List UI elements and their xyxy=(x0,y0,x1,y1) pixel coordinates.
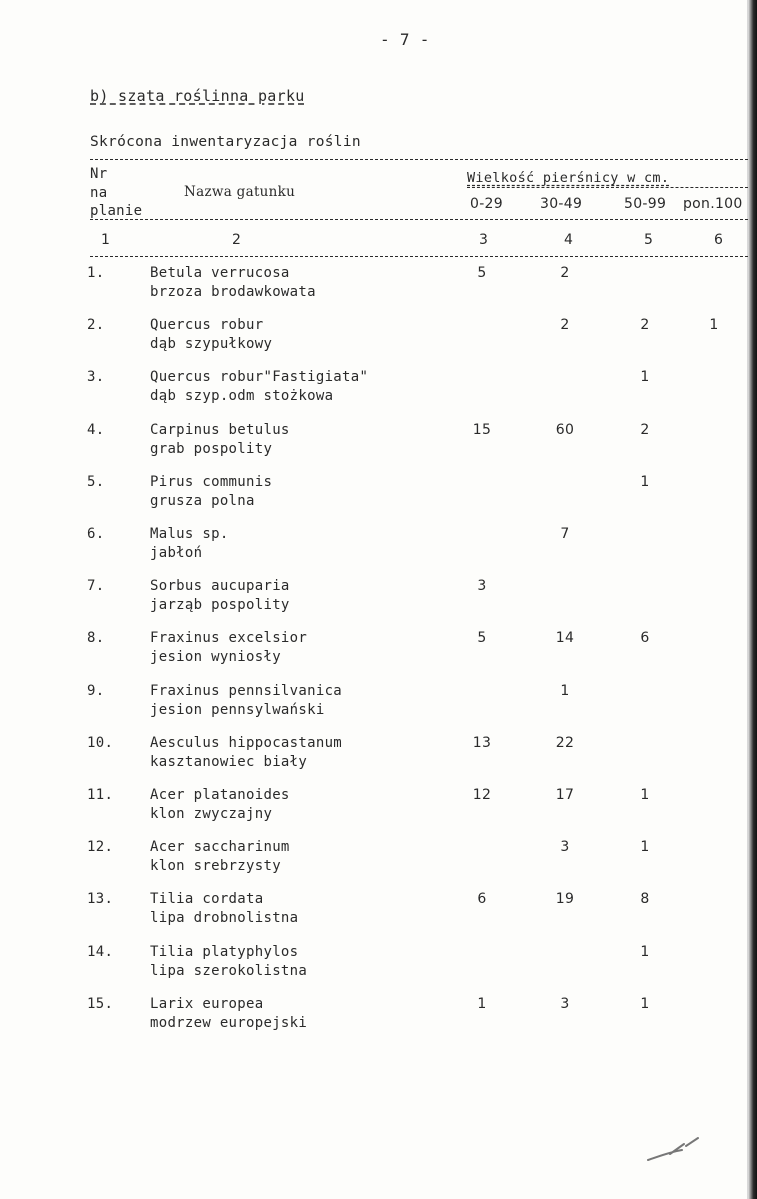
count-50-99: 1 xyxy=(640,839,650,856)
species-latin: Quercus robur xyxy=(150,317,264,334)
species-latin: Fraxinus pennsilvanica xyxy=(150,682,343,699)
row-number: 6. xyxy=(87,526,105,542)
species-polish: jesion wyniosły xyxy=(150,649,281,666)
row-number: 10. xyxy=(87,734,114,751)
species-latin: Carpinus betulus xyxy=(150,421,290,438)
row-number: 5. xyxy=(87,473,105,490)
count-0-29: 13 xyxy=(472,734,492,751)
species-latin: Fraxinus excelsior xyxy=(150,630,308,647)
page-edge-shadow xyxy=(748,0,757,1199)
header-bottom-rule xyxy=(90,256,748,257)
count-0-29: 12 xyxy=(472,787,492,803)
col-number-1: 1 xyxy=(101,232,111,248)
species-polish: klon zwyczajny xyxy=(150,806,273,822)
page-number: - 7 - xyxy=(380,30,430,49)
count-50-99: 1 xyxy=(640,473,650,490)
col-number-3: 3 xyxy=(479,232,489,248)
header-nr-line1: Nr xyxy=(90,166,108,182)
header-nr-line2: na xyxy=(90,185,108,201)
species-polish: brzoza brodawkowata xyxy=(150,284,316,300)
count-50-99: 1 xyxy=(640,787,650,803)
section-heading: b) szata roślinna parku xyxy=(90,87,305,105)
row-number: 1. xyxy=(87,265,105,281)
species-latin: Tilia cordata xyxy=(150,891,264,908)
row-number: 15. xyxy=(87,995,114,1012)
row-number: 9. xyxy=(87,682,105,699)
count-0-29: 6 xyxy=(477,891,487,908)
row-number: 4. xyxy=(87,421,105,438)
header-size-group: Wielkość pierśnicy w cm. xyxy=(467,170,670,186)
row-number: 14. xyxy=(87,943,114,960)
species-latin: Larix europea xyxy=(150,995,264,1012)
header-nr-line3: planie xyxy=(90,203,143,219)
count-0-29: 3 xyxy=(477,578,487,595)
species-latin: Pirus communis xyxy=(150,473,273,490)
col-number-6: 6 xyxy=(714,232,724,248)
count-0-29: 5 xyxy=(477,265,487,281)
species-polish: lipa szerokolistna xyxy=(150,962,308,979)
handwritten-mark xyxy=(640,1130,710,1170)
species-latin: Acer platanoides xyxy=(150,787,290,803)
header-size-30-49: 30-49 xyxy=(540,196,583,212)
species-latin: Tilia platyphylos xyxy=(150,943,299,960)
row-number: 8. xyxy=(87,630,105,647)
count-30-49: 19 xyxy=(555,891,575,908)
count-30-49: 2 xyxy=(560,317,570,334)
count-0-29: 1 xyxy=(477,995,487,1012)
count-30-49: 60 xyxy=(555,421,575,438)
count-50-99: 1 xyxy=(640,995,650,1012)
header-size-0-29: 0-29 xyxy=(470,196,503,212)
count-30-49: 17 xyxy=(555,787,575,803)
species-polish: jabłoń xyxy=(150,545,203,561)
count-50-99: 1 xyxy=(640,943,650,960)
header-size-pon100: pon.100 xyxy=(683,196,743,212)
species-latin: Aesculus hippocastanum xyxy=(150,734,343,751)
row-number: 12. xyxy=(87,839,114,856)
row-number: 2. xyxy=(87,317,105,334)
header-mid-rule xyxy=(90,219,748,220)
row-number: 7. xyxy=(87,578,105,595)
count-50-99: 2 xyxy=(640,317,650,334)
count-30-49: 22 xyxy=(555,734,575,751)
count-30-49: 2 xyxy=(560,265,570,281)
row-number: 3. xyxy=(87,369,105,386)
count-pon100: 1 xyxy=(709,317,719,334)
species-latin: Betula verrucosa xyxy=(150,265,290,281)
count-50-99: 8 xyxy=(640,891,650,908)
row-number: 11. xyxy=(87,787,114,803)
species-polish: klon srebrzysty xyxy=(150,858,281,875)
count-0-29: 5 xyxy=(477,630,487,647)
row-number: 13. xyxy=(87,891,114,908)
count-50-99: 1 xyxy=(640,369,650,386)
count-50-99: 6 xyxy=(640,630,650,647)
species-latin: Malus sp. xyxy=(150,526,229,542)
species-polish: kasztanowiec biały xyxy=(150,753,308,770)
header-size-50-99: 50-99 xyxy=(624,196,667,212)
species-latin: Quercus robur"Fastigiata" xyxy=(150,369,369,386)
species-polish: lipa drobnolistna xyxy=(150,910,299,927)
table-title: Skrócona inwentaryzacja roślin xyxy=(90,134,361,150)
col-number-2: 2 xyxy=(232,232,242,248)
count-30-49: 3 xyxy=(560,839,570,856)
count-30-49: 7 xyxy=(560,526,570,542)
header-species: Nazwa gatunku xyxy=(184,184,296,200)
size-group-rule xyxy=(467,187,748,188)
count-30-49: 3 xyxy=(560,995,570,1012)
species-polish: dąb szypułkowy xyxy=(150,336,273,353)
species-polish: grusza polna xyxy=(150,492,255,509)
species-polish: jesion pennsylwański xyxy=(150,701,325,718)
species-latin: Sorbus aucuparia xyxy=(150,578,290,595)
species-polish: jarząb pospolity xyxy=(150,597,290,614)
count-30-49: 14 xyxy=(555,630,575,647)
col-number-4: 4 xyxy=(564,232,574,248)
table-top-rule xyxy=(90,159,748,160)
species-latin: Acer saccharinum xyxy=(150,839,290,856)
species-polish: modrzew europejski xyxy=(150,1014,308,1031)
count-30-49: 1 xyxy=(560,682,570,699)
col-number-5: 5 xyxy=(644,232,654,248)
count-50-99: 2 xyxy=(640,421,650,438)
count-0-29: 15 xyxy=(472,421,492,438)
species-polish: dąb szyp.odm stożkowa xyxy=(150,388,334,405)
species-polish: grab pospolity xyxy=(150,440,273,457)
